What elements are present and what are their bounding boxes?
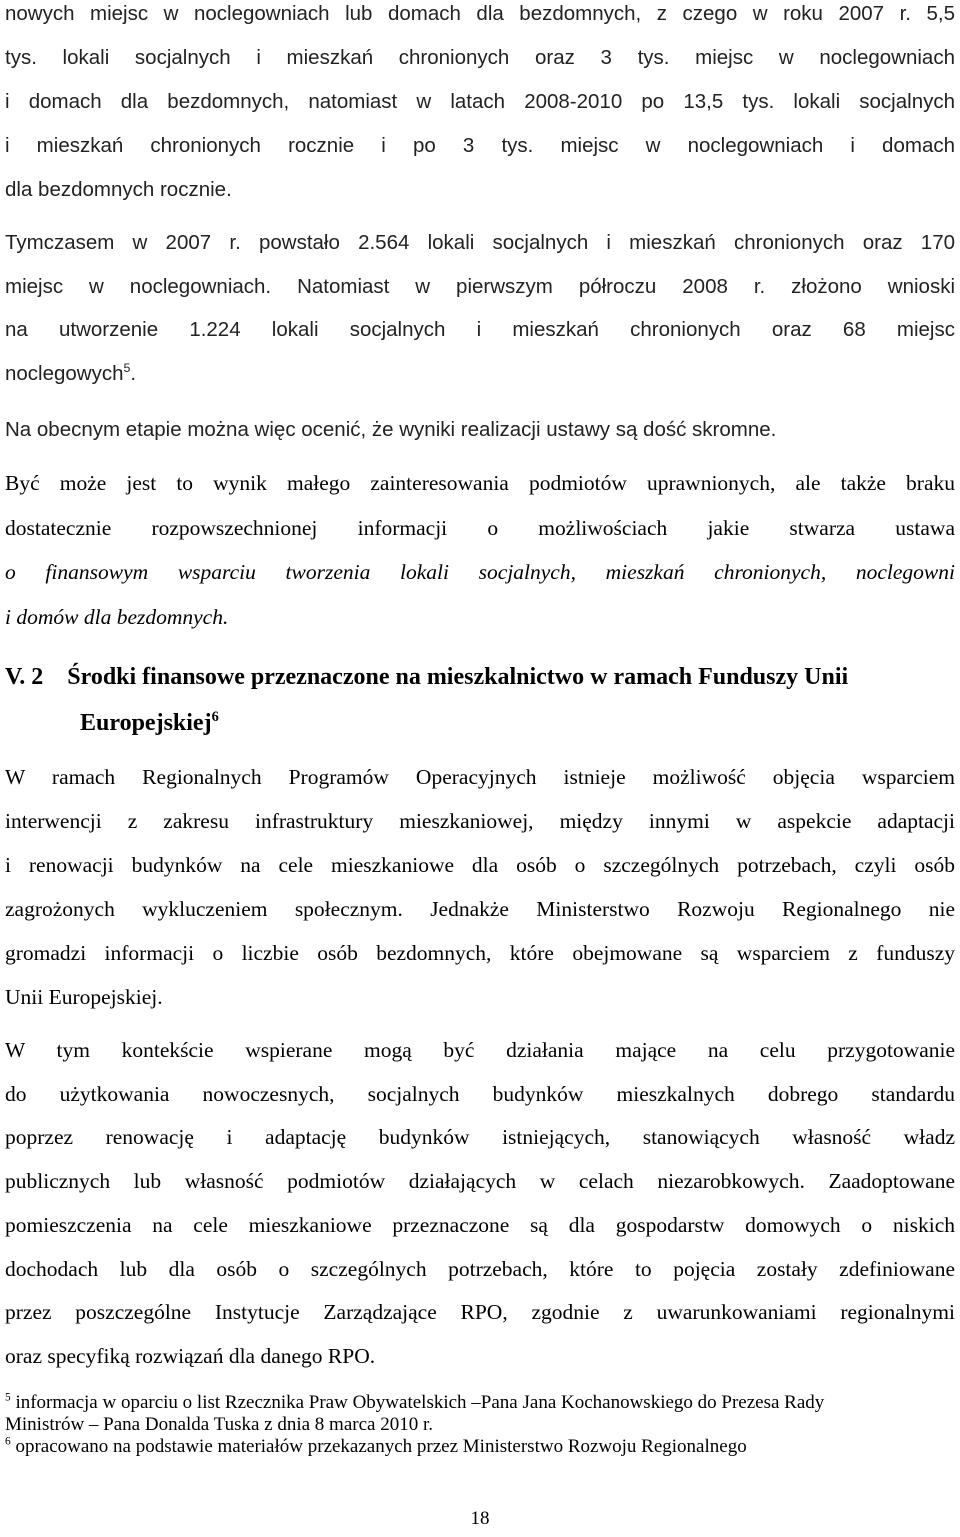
text-line: i renowacji budynków na cele mieszkaniowe dla osób o szczególnych potrzebach, czyli osób	[5, 853, 955, 877]
text-line: interwencji z zakresu infrastruktury mieszkaniowej, między innymi w aspekcie adaptacji	[5, 809, 955, 833]
text-line: i domach dla bezdomnych, natomiast w latach 2008-2010 po 13,5 tys. lokali socjalnych	[5, 90, 955, 113]
text-line: nowych miejsc w noclegowniach lub domach dla bezdomnych, z czego w roku 2007 r. 5,5	[5, 2, 955, 25]
text-line-italic: o finansowym wsparciu tworzenia lokali socjalnych, mieszkań chronionych, noclegowni	[5, 560, 955, 584]
text-line: dostatecznie rozpowszechnionej informacji o możliwościach jakie stwarza ustawa	[5, 515, 955, 540]
text-line: Być może jest to wynik małego zainteresowania podmiotów uprawnionych, ale także braku	[5, 471, 955, 495]
footnote-5	[5, 1392, 920, 1414]
footnote-text: informacja w oparciu o list Rzecznika Praw Obywatelskich –Pana Jana Kochanowskiego do Prezesa Rady	[15, 1392, 825, 1413]
heading-title-cont: Europejskiej	[80, 710, 212, 736]
text-line: gromadzi informacji o liczbie osób bezdomnych, które obejmowane są wsparciem z funduszy	[5, 941, 955, 965]
text-line: do użytkowania nowoczesnych, socjalnych budynków mieszkalnych dobrego standardu	[5, 1081, 955, 1106]
text-line: poprzez renowację i adaptację budynków istniejących, stanowiących własność władz	[5, 1125, 955, 1150]
text-fragment: noclegowych	[5, 361, 124, 385]
paragraph-5	[5, 755, 955, 1019]
text-line: dla bezdomnych rocznie.	[5, 178, 232, 201]
text-line: na utworzenie 1.224 lokali socjalnych i mieszkań chronionych oraz 68 miejsc	[5, 318, 955, 341]
text-line	[5, 352, 955, 396]
footnote-ref-6: 6	[211, 709, 219, 725]
text-line: Tymczasem w 2007 r. powstało 2.564 lokali socjalnych i mieszkań chronionych oraz 170	[5, 231, 955, 254]
footnote-5-cont: Ministrów – Pana Donalda Tuska z dnia 8 marca 2010 r.	[5, 1414, 433, 1435]
footnote-text: opracowano na podstawie materiałów przekazanych przez Ministerstwo Rozwoju Regionalnego	[15, 1436, 747, 1457]
footnote-number: 5	[5, 1391, 11, 1404]
text-line: publicznych lub własność podmiotów działających w celach niezarobkowych. Zaadoptowane	[5, 1169, 955, 1194]
footnote-ref-5: 5	[123, 360, 131, 375]
section-heading	[5, 654, 955, 746]
text-line: pomieszczenia na cele mieszkaniowe przeznaczone są dla gospodarstw domowych o niskich	[5, 1212, 955, 1237]
footnotes	[5, 1392, 920, 1458]
footnote-number: 6	[5, 1435, 11, 1448]
text-line: dochodach lub dla osób o szczególnych potrzebach, które to pojęcia zostały zdefiniowane	[5, 1256, 955, 1281]
paragraph-6	[5, 1029, 955, 1379]
heading-line-1	[5, 654, 955, 700]
footnote-6	[5, 1436, 920, 1458]
text-line: oraz specyfiką rozwiązań dla danego RPO.	[5, 1343, 376, 1368]
text-line: zagrożonych wykluczeniem społecznym. Jednakże Ministerstwo Rozwoju Regionalnego nie	[5, 897, 955, 921]
text-line: przez poszczególne Instytucje Zarządzające RPO, zgodnie z uwarunkowaniami regionalnymi	[5, 1300, 955, 1325]
text-line: miejsc w noclegowniach. Natomiast w pierwszym półroczu 2008 r. złożono wnioski	[5, 274, 955, 298]
text-line: i mieszkań chronionych rocznie i po 3 tys. miejsc w noclegowniach i domach	[5, 134, 955, 157]
paragraph-2	[5, 221, 955, 395]
text-line: Na obecnym etapie można więc ocenić, że wyniki realizacji ustawy są dość skromne.	[5, 418, 777, 441]
text-fragment: .	[130, 361, 137, 385]
heading-title: Środki finansowe przeznaczone na mieszkalnictwo w ramach Funduszy Unii	[67, 664, 849, 690]
paragraph-1	[5, 0, 955, 212]
paragraph-4	[5, 461, 955, 639]
text-line: tys. lokali socjalnych i mieszkań chronionych oraz 3 tys. miejsc w noclegowniach	[5, 46, 955, 69]
heading-line-2	[5, 700, 955, 746]
heading-number: V. 2	[5, 664, 44, 690]
text-line: Unii Europejskiej.	[5, 985, 163, 1009]
text-line-italic: i domów dla bezdomnych.	[5, 604, 229, 629]
text-line: W tym kontekście wspierane mogą być działania mające na celu przygotowanie	[5, 1038, 955, 1062]
text-line: W ramach Regionalnych Programów Operacyjnych istnieje możliwość objęcia wsparciem	[5, 765, 955, 789]
paragraph-3	[5, 410, 955, 450]
page-number: 18	[470, 1508, 490, 1529]
